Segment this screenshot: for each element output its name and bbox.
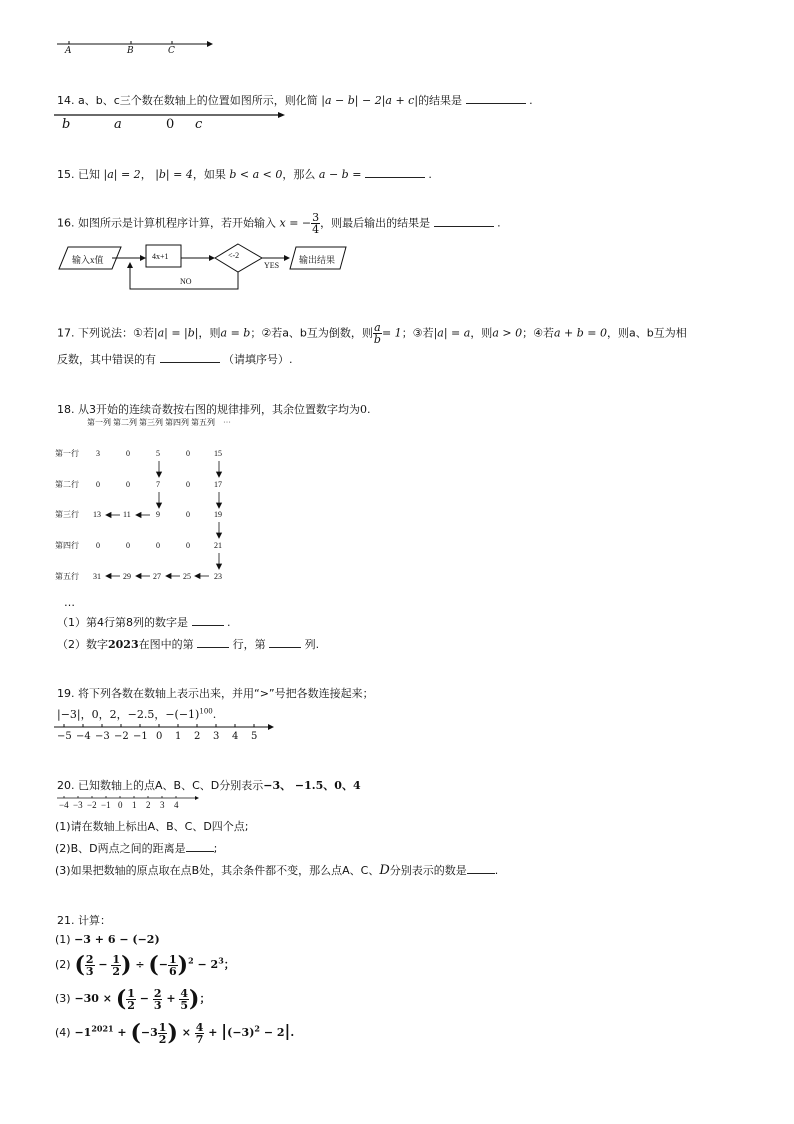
axis-label-b: B <box>127 46 134 56</box>
row-label-2: 第二行 <box>55 480 79 489</box>
question-17-line1: 17. 下列说法：①若|a| = |b|，则a = b；②若a、b互为倒数，则 $\frac{a}{b}$ = 1；③若|a| = a，则a > 0；④若a + b = 0，则a、b互为相 <box>57 321 687 346</box>
grid-cell: 0 <box>96 541 100 550</box>
grid-cell: 0 <box>186 541 190 550</box>
grid-cell: 0 <box>156 541 160 550</box>
grid-cell: 3 <box>96 449 100 458</box>
tick-label: −4 <box>76 731 91 742</box>
question-20-part-2: (2)B、D两点之间的距离是 ; <box>55 842 218 855</box>
row-label-1: 第一行 <box>55 449 79 458</box>
grid-cell: 0 <box>126 541 130 550</box>
flow-condition: <-2 <box>228 251 240 260</box>
question-20-part-1: (1)请在数轴上标出A、B、C、D四个点; <box>55 820 249 833</box>
tick-label: −3 <box>73 800 83 810</box>
question-21-part-4: $(4) -1^{2021} + (-3$ $\frac{1}{2}$ ) × $\frac{4}{7}$ + $|(-3)^2 - 2|$. <box>55 1020 295 1046</box>
tick-label: −1 <box>101 800 111 810</box>
tick-label: 1 <box>132 800 137 810</box>
question-19-line: 19. 将下列各数在数轴上表示出来，并用“>”号把各数连接起来； <box>57 687 374 700</box>
grid-cell: 13 <box>93 510 101 519</box>
tick-label: 4 <box>232 731 239 742</box>
tick-label: 1 <box>175 731 182 742</box>
q14-axis-c: c <box>195 117 203 132</box>
grid-cell: 5 <box>156 449 160 458</box>
grid-cell: 9 <box>156 510 160 519</box>
tick-label: 2 <box>194 731 201 742</box>
tick-label: −2 <box>114 731 129 742</box>
answer-blank[interactable] <box>467 863 495 874</box>
grid-cell: 0 <box>126 449 130 458</box>
axis-label-a: A <box>65 46 72 56</box>
question-21-part-2: (2) ( $\frac{2}{3}$ − $\frac{1}{2}$ ) ÷ (− $\frac{1}{6}$ )$^2 - 2^3$； <box>55 952 235 978</box>
grid-cell: 31 <box>93 572 101 581</box>
grid-cell: 0 <box>186 480 190 489</box>
axis-label-c: C <box>168 46 175 56</box>
question-20-line: 20. 已知数轴上的点A、B、C、D分别表示−3、 −1.5、0、4 <box>57 779 361 792</box>
tick-label: −4 <box>59 800 69 810</box>
question-17-line2: 反数，其中错误的有 （请填序号）. <box>57 353 293 366</box>
grid-header: 第一列 第二列 第三列 第四列 第五列 ⋯ <box>87 418 231 427</box>
tick-label: 3 <box>213 731 220 742</box>
grid-cell: 17 <box>214 480 222 489</box>
grid-cell: 0 <box>126 480 130 489</box>
grid-cell: 21 <box>214 541 222 550</box>
grid-cell: 25 <box>183 572 191 581</box>
grid-cell: 29 <box>123 572 131 581</box>
row-label-4: 第四行 <box>55 541 79 550</box>
tick-label: 2 <box>146 800 151 810</box>
grid-cell: 0 <box>96 480 100 489</box>
q14-axis-b: b <box>62 117 71 132</box>
tick-label: −3 <box>95 731 110 742</box>
q14-axis-zero: 0 <box>166 117 175 132</box>
question-15: 15. 已知 |a| = 2， |b| = 4，如果 b < a < 0，那么 a − b = . <box>57 168 432 181</box>
grid-cell: 15 <box>214 449 222 458</box>
q14-axis-a: a <box>114 117 122 132</box>
grid-cell: 0 <box>186 510 190 519</box>
answer-blank[interactable] <box>186 841 214 852</box>
grid-cell: 0 <box>186 449 190 458</box>
flow-no: NO <box>180 277 192 286</box>
q16-fraction: $\frac{3}{4}$ <box>312 211 320 236</box>
tick-label: 0 <box>156 731 163 742</box>
grid-cell: 19 <box>214 510 222 519</box>
flow-yes: YES <box>264 261 280 270</box>
flow-output: 输出结果 <box>299 255 336 265</box>
question-21-title: 21. 计算： <box>57 914 111 927</box>
grid-ellipsis: … <box>64 596 75 609</box>
grid-cell: 11 <box>123 510 131 519</box>
tick-label: 0 <box>118 800 123 810</box>
tick-label: −1 <box>133 731 148 742</box>
question-20-part-3: (3)如果把数轴的原点取在点B处，其余条件都不变，那么点A、C、D分别表示的数是 . <box>55 863 499 878</box>
tick-label: −2 <box>87 800 97 810</box>
tick-label: −5 <box>57 731 72 742</box>
row-label-3: 第三行 <box>55 510 79 519</box>
grid-cell: 27 <box>153 572 161 581</box>
flow-box: 4x+1 <box>152 252 169 261</box>
question-18-line: 18. 从3开始的连续奇数按右图的规律排列，其余位置数字均为0. <box>57 403 371 416</box>
question-16-line: 16. 如图所示是计算机程序计算，若开始输入 x = − $\frac{3}{4}$ ，则最后输出的结果是 . <box>57 211 501 236</box>
question-18-part-1: （1）第4行第8列的数字是 . <box>57 616 231 629</box>
tick-label: 4 <box>174 800 179 810</box>
grid-cell: 23 <box>214 572 222 581</box>
tick-label: 5 <box>251 731 258 742</box>
question-21-part-1: (1) −3 + 6 − (−2) <box>55 933 160 946</box>
question-18-part-2: （2）数字2023在图中的第 行，第 列. <box>57 638 320 651</box>
tick-label: 3 <box>160 800 165 810</box>
question-21-part-3: (3) −30 × ( $\frac{1}{2}$ − $\frac{2}{3}$ + $\frac{4}{5}$ )； <box>55 986 211 1012</box>
row-label-5: 第五行 <box>55 572 79 581</box>
q17-fraction: $\frac{a}{b}$ <box>373 321 381 346</box>
q14-expression: |a − b| − 2|a + c| <box>321 94 419 107</box>
flow-input: 输入x值 <box>72 255 104 265</box>
question-14-line: 14. a、b、c三个数在数轴上的位置如图所示，则化简 |a − b| − 2|a + c|的结果是 . <box>57 94 533 107</box>
question-19-numbers: |−3|，0，2，−2.5，$-(-1)^{100}$. <box>57 707 217 721</box>
grid-cell: 7 <box>156 480 160 489</box>
